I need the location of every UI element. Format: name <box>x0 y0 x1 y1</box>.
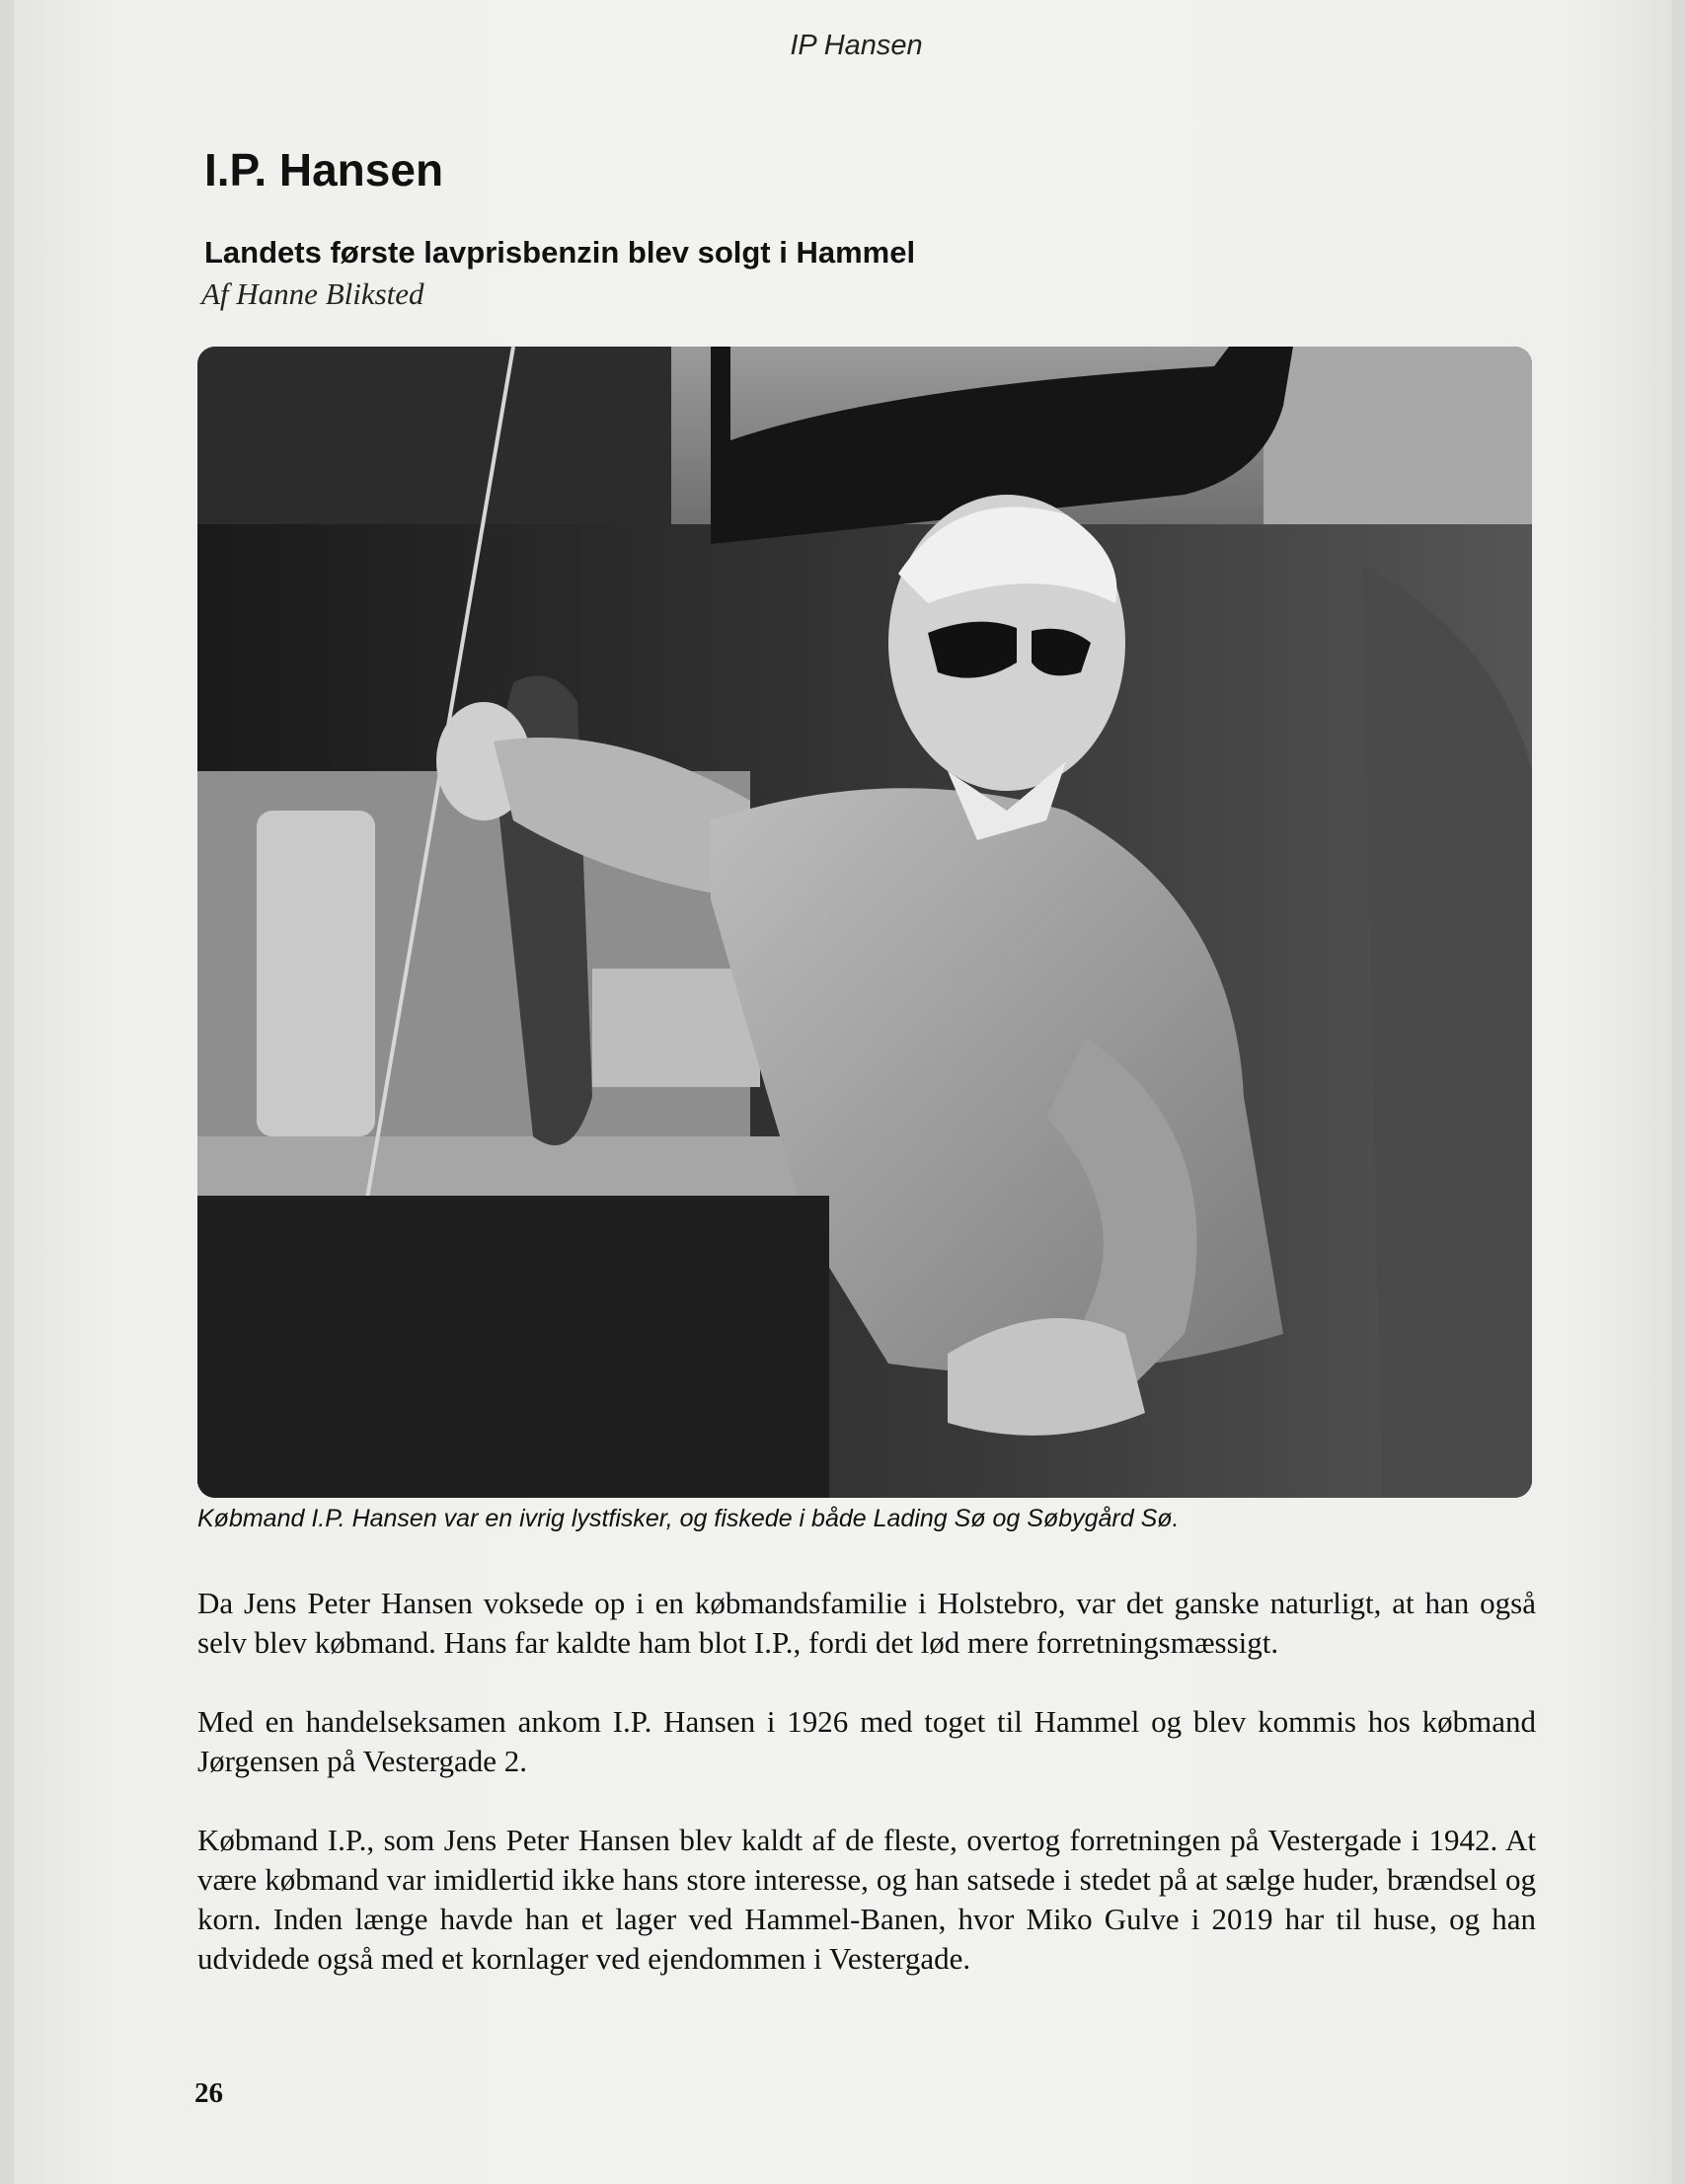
body-paragraph: Da Jens Peter Hansen voksede op i en købmandsfamilie i Holstebro, var det ganske naturligt, at han også selv blev købmand. Hans far kaldte ham blot I.P., fordi det lød mere forretningsmæssigt. <box>197 1586 1536 1660</box>
running-head: IP Hansen <box>790 30 923 61</box>
article-byline: Af Hanne Bliksted <box>201 276 424 311</box>
body-paragraph: Med en handelseksamen ankom I.P. Hansen i 1926 med toget til Hammel og blev kommis hos købmand Jørgensen på Vestergade 2. <box>197 1704 1536 1778</box>
page-number: 26 <box>194 2077 223 2109</box>
article-photo <box>197 347 1532 1498</box>
article-subtitle: Landets første lavprisbenzin blev solgt i Hammel <box>204 235 916 270</box>
book-page <box>14 0 1672 2184</box>
article-title: I.P. Hansen <box>204 144 444 195</box>
photo-illustration <box>197 347 1532 1498</box>
body-paragraph: Købmand I.P., som Jens Peter Hansen blev kaldt af de fleste, overtog forretningen på Vestergade i 1942. At være købmand var imidlertid ikke hans store interesse, og han satsede i stedet på at sælge huder, brændsel og korn. Inden længe havde han et lager ved Hammel-Banen, hvor Miko Gulve i 2019 har til huse, og han udvidede også med et kornlager ved ejendommen i Vestergade. <box>197 1823 1536 1976</box>
photo-caption: Købmand I.P. Hansen var en ivrig lystfisker, og fiskede i både Lading Sø og Søbygård Sø. <box>197 1505 1180 1532</box>
article-body <box>197 1584 1536 2018</box>
